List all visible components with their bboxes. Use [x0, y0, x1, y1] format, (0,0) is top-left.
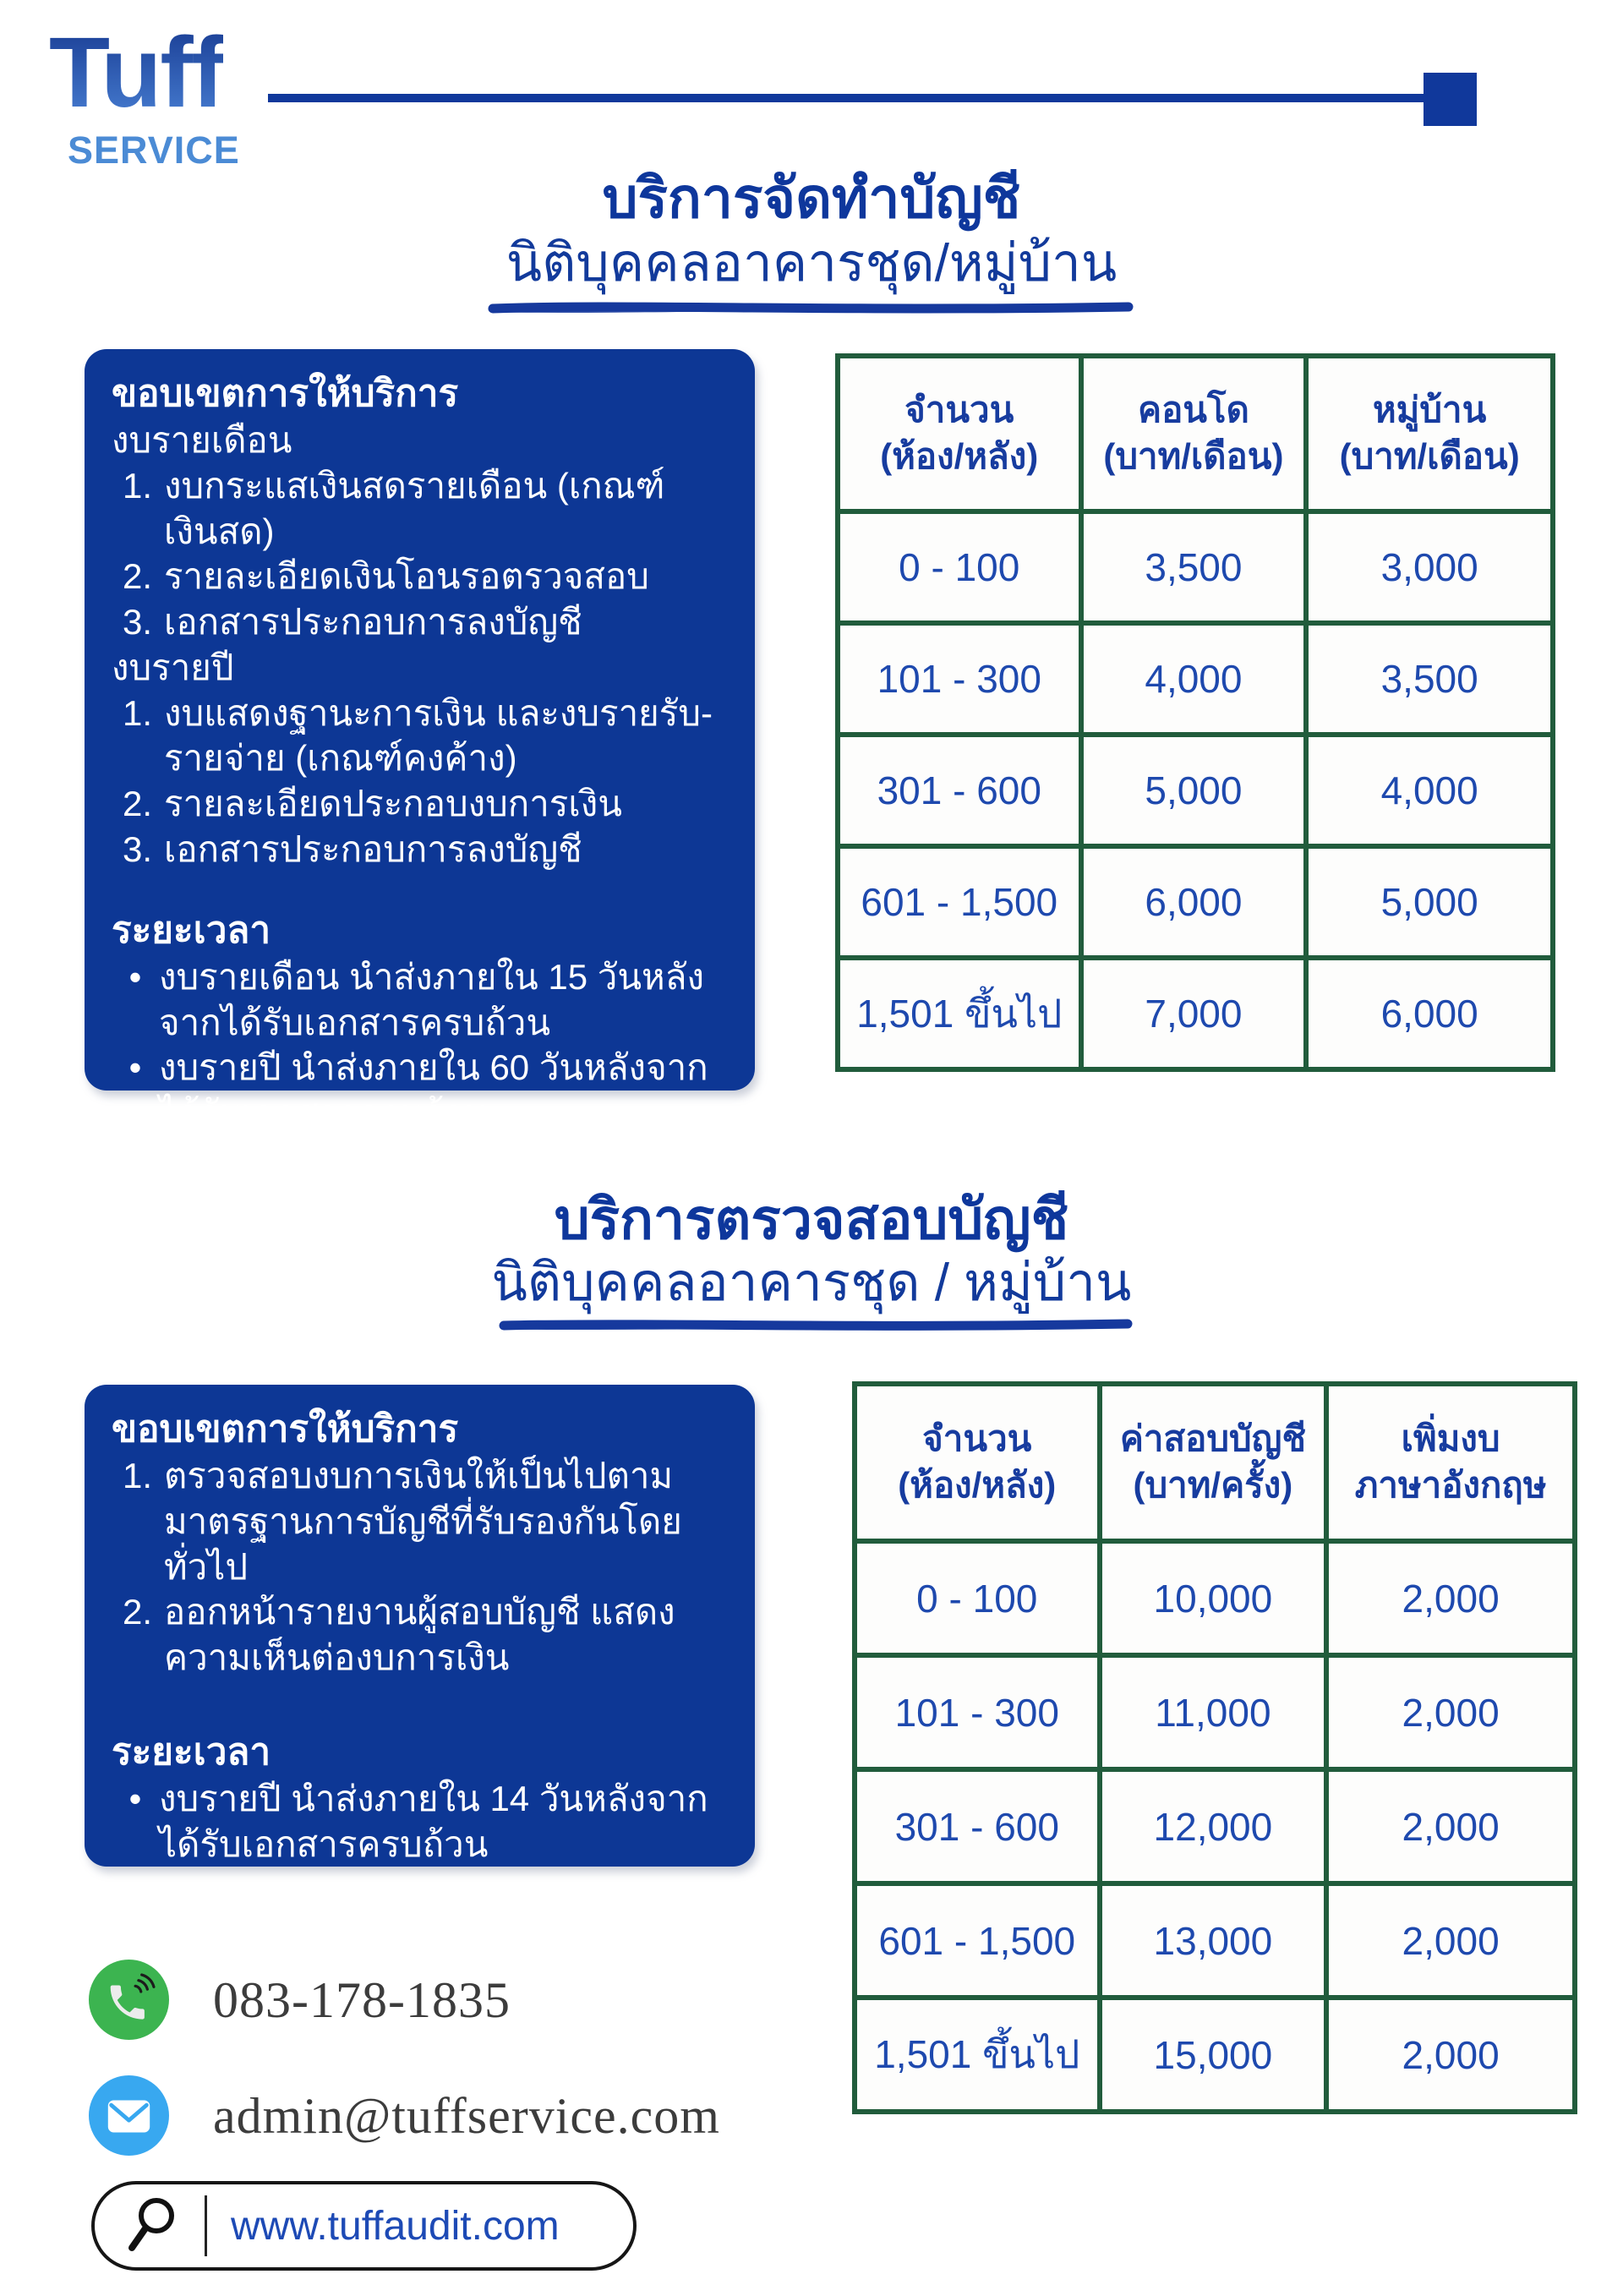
table-cell: 1,501 ขึ้นไป	[838, 958, 1081, 1069]
phone-icon	[89, 1960, 169, 2040]
table-cell: 301 - 600	[838, 735, 1081, 846]
table-cell: 3,500	[1306, 623, 1553, 735]
table-cell: 0 - 100	[838, 511, 1081, 623]
bullet-item: • งบรายปี นำส่งภายใน 14 วันหลังจากได้รับเอกสารครบถ้วน	[112, 1776, 731, 1867]
table-cell: 13,000	[1100, 1883, 1327, 1998]
header-rule-line	[268, 94, 1424, 102]
table-cell: 6,000	[1081, 846, 1307, 958]
search-icon	[122, 2192, 183, 2260]
table-row	[838, 735, 1553, 846]
column-header: หมู่บ้าน (บาท/เดือน)	[1306, 356, 1553, 511]
table-header-row	[838, 356, 1553, 511]
table-cell: 11,000	[1100, 1655, 1327, 1769]
email-address: admin@tuffservice.com	[213, 2088, 720, 2144]
table-cell: 15,000	[1100, 1998, 1327, 2112]
table-row	[838, 511, 1553, 623]
monthly-label: งบรายเดือน	[112, 420, 292, 461]
table-cell: 601 - 1,500	[838, 846, 1081, 958]
bullet-item: • งบรายปี นำส่งภายใน 60 วันหลังจากได้รับเอกสารครบถ้วน	[112, 1045, 731, 1136]
table-cell: 6,000	[1306, 958, 1553, 1069]
list-item: 1. งบกระแสเงินสดรายเดือน (เกณฑ์เงินสด)	[122, 465, 665, 551]
duration-header: ระยะเวลา	[112, 909, 271, 951]
scope-header: ขอบเขตการให้บริการ	[112, 1408, 459, 1450]
logo-service-label: SERVICE	[68, 128, 240, 172]
table-cell: 4,000	[1081, 623, 1307, 735]
section2-title: บริการตรวจสอบบัญชี	[554, 1188, 1069, 1250]
pricing-table-audit	[852, 1381, 1577, 2114]
section1-title: บริการจัดทำบัญชี	[602, 167, 1021, 229]
table-row	[855, 1541, 1575, 1655]
column-header: คอนโด (บาท/เดือน)	[1081, 356, 1307, 511]
table-cell: 2,000	[1326, 1883, 1575, 1998]
table-cell: 101 - 300	[855, 1655, 1100, 1769]
section2-brush-underline	[497, 1315, 1136, 1336]
list-item: 2. รายละเอียดเงินโอนรอตรวจสอบ	[122, 556, 649, 597]
section1-subtitle: นิติบุคคลอาคารชุด/หมู่บ้าน	[505, 234, 1118, 292]
column-header: ค่าสอบบัญชี (บาท/ครั้ง)	[1100, 1384, 1327, 1541]
bullet-dot	[112, 954, 159, 1046]
column-header: จำนวน (ห้อง/หลัง)	[838, 356, 1081, 511]
bullet-dot	[112, 1776, 159, 1867]
list-item: 2. ออกหน้ารายงานผู้สอบบัญชี แสดงความเห็นต่องบการเงิน	[122, 1592, 675, 1678]
table-row	[838, 958, 1553, 1069]
table-cell: 5,000	[1081, 735, 1307, 846]
bullet-dot	[112, 1045, 159, 1136]
list-item: 1. งบแสดงฐานะการเงิน และงบรายรับ-รายจ่าย (เกณฑ์คงค้าง)	[122, 692, 713, 779]
table-cell: 10,000	[1100, 1541, 1327, 1655]
table-row	[855, 1769, 1575, 1883]
table-cell: 101 - 300	[838, 623, 1081, 735]
table-row	[838, 623, 1553, 735]
website-url: www.tuffaudit.com	[231, 2203, 560, 2249]
table-row	[838, 846, 1553, 958]
table-row	[855, 1998, 1575, 2112]
table-cell: 2,000	[1326, 1998, 1575, 2112]
column-header: จำนวน (ห้อง/หลัง)	[855, 1384, 1100, 1541]
table-cell: 1,501 ขึ้นไป	[855, 1998, 1100, 2112]
table-cell: 2,000	[1326, 1769, 1575, 1883]
email-icon	[89, 2075, 169, 2156]
table-cell: 3,000	[1306, 511, 1553, 623]
list-item: 2. รายละเอียดประกอบงบการเงิน	[122, 784, 622, 824]
logo-tuff: Tuff	[49, 17, 223, 128]
table-cell: 2,000	[1326, 1655, 1575, 1769]
table-cell: 5,000	[1306, 846, 1553, 958]
duration-header: ระยะเวลา	[112, 1730, 271, 1773]
table-cell: 7,000	[1081, 958, 1307, 1069]
table-header-row	[855, 1384, 1575, 1541]
pricing-table-bookkeeping	[835, 353, 1555, 1072]
phone-number: 083-178-1835	[213, 1972, 511, 2028]
table-cell: 0 - 100	[855, 1541, 1100, 1655]
pill-divider	[205, 2195, 207, 2256]
table-cell: 2,000	[1326, 1541, 1575, 1655]
table-row	[855, 1883, 1575, 1998]
column-header: เพิ่มงบ ภาษาอังกฤษ	[1326, 1384, 1575, 1541]
table-cell: 4,000	[1306, 735, 1553, 846]
table-row	[855, 1655, 1575, 1769]
scope-box-audit	[85, 1385, 755, 1867]
table-cell: 301 - 600	[855, 1769, 1100, 1883]
header-square-accent	[1424, 73, 1477, 126]
table-cell: 3,500	[1081, 511, 1307, 623]
list-item: 1. ตรวจสอบงบการเงินให้เป็นไปตามมาตรฐานการบัญชีที่รับรองกันโดยทั่วไป	[122, 1456, 682, 1587]
section2-subtitle: นิติบุคคลอาคารชุด / หมู่บ้าน	[491, 1254, 1132, 1312]
table-cell: 601 - 1,500	[855, 1883, 1100, 1998]
website-search-pill	[91, 2181, 637, 2271]
bullet-item: • งบรายเดือน นำส่งภายใน 15 วันหลังจากได้รับเอกสารครบถ้วน	[112, 954, 731, 1046]
scope-header: ขอบเขตการให้บริการ	[112, 373, 459, 414]
list-item: 3. เอกสารประกอบการลงบัญชี	[122, 828, 582, 869]
scope-box-bookkeeping	[85, 349, 755, 1134]
list-item: 3. เอกสารประกอบการลงบัญชี	[122, 602, 582, 642]
table-cell: 12,000	[1100, 1769, 1327, 1883]
section1-brush-underline	[486, 298, 1137, 318]
yearly-label: งบรายปี	[112, 647, 234, 687]
